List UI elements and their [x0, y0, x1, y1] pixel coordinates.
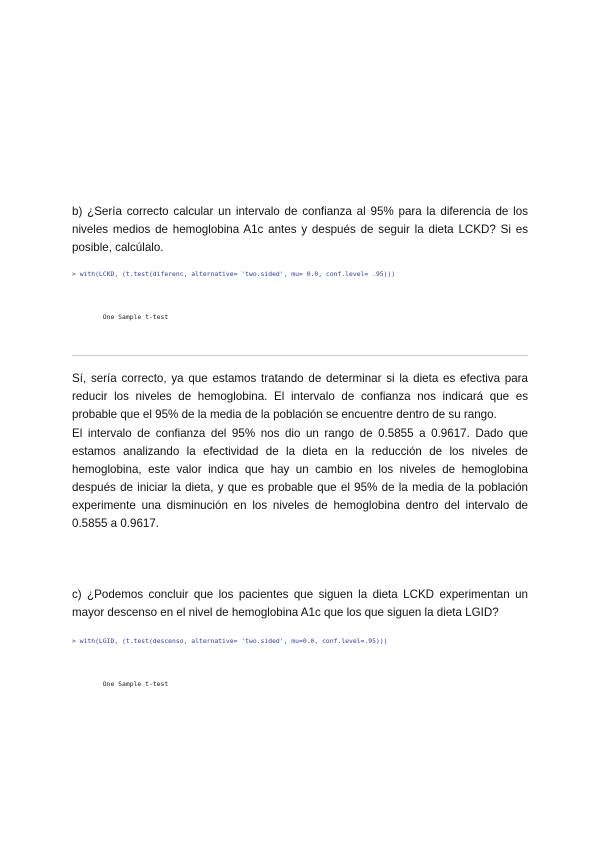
console-line: > with(LGID, (t.test(descenso, alternative= 'two.sided', mu=0.0, conf.level=.95))) [72, 637, 388, 646]
answer-2 [72, 425, 528, 533]
question-c [72, 586, 528, 622]
r-console-output-2 [72, 620, 528, 720]
answer-1-text: Sí, sería correcto, ya que estamos tratando de determinar si la dieta es efectiva para reducir los niveles de hemoglobina. El intervalo de confianza nos indicará que es probable que el 95% de la media de la población se encuentre dentro de su rango. [72, 372, 528, 421]
r-console-output-1 [72, 253, 528, 356]
question-b [72, 203, 528, 257]
question-b-text: b) ¿Sería correcto calcular un intervalo de confianza al 95% para la diferencia de los niveles medios de hemoglobina A1c antes y después de seguir la dieta LCKD? Si es posible, calcúlalo. [72, 205, 528, 254]
answer-1 [72, 370, 528, 424]
question-c-text: c) ¿Podemos concluir que los pacientes que siguen la dieta LCKD experimentan un mayor descenso en el nivel de hemoglobina A1c que los que siguen la dieta LGID? [72, 588, 528, 619]
console-line: > with(LCKD, (t.test(diferenc, alternative= 'two.sided', mu= 0.0, conf.level= .95))) [72, 270, 396, 279]
console-line: One Sample t-test [72, 313, 169, 322]
answer-2-text: El intervalo de confianza del 95% nos dio un rango de 0.5855 a 0.9617. Dado que estamos analizando la efectividad de la dieta en la reducción de los niveles de hemoglobina, este valor indica que hay un cambio en los niveles de hemoglobina después de iniciar la dieta, y que es probable que el 95% de la media de la población experimente una disminución en los niveles de hemoglobina dentro del intervalo de 0.5855 a 0.9617. [72, 427, 528, 530]
console-line: One Sample t-test [72, 680, 169, 689]
